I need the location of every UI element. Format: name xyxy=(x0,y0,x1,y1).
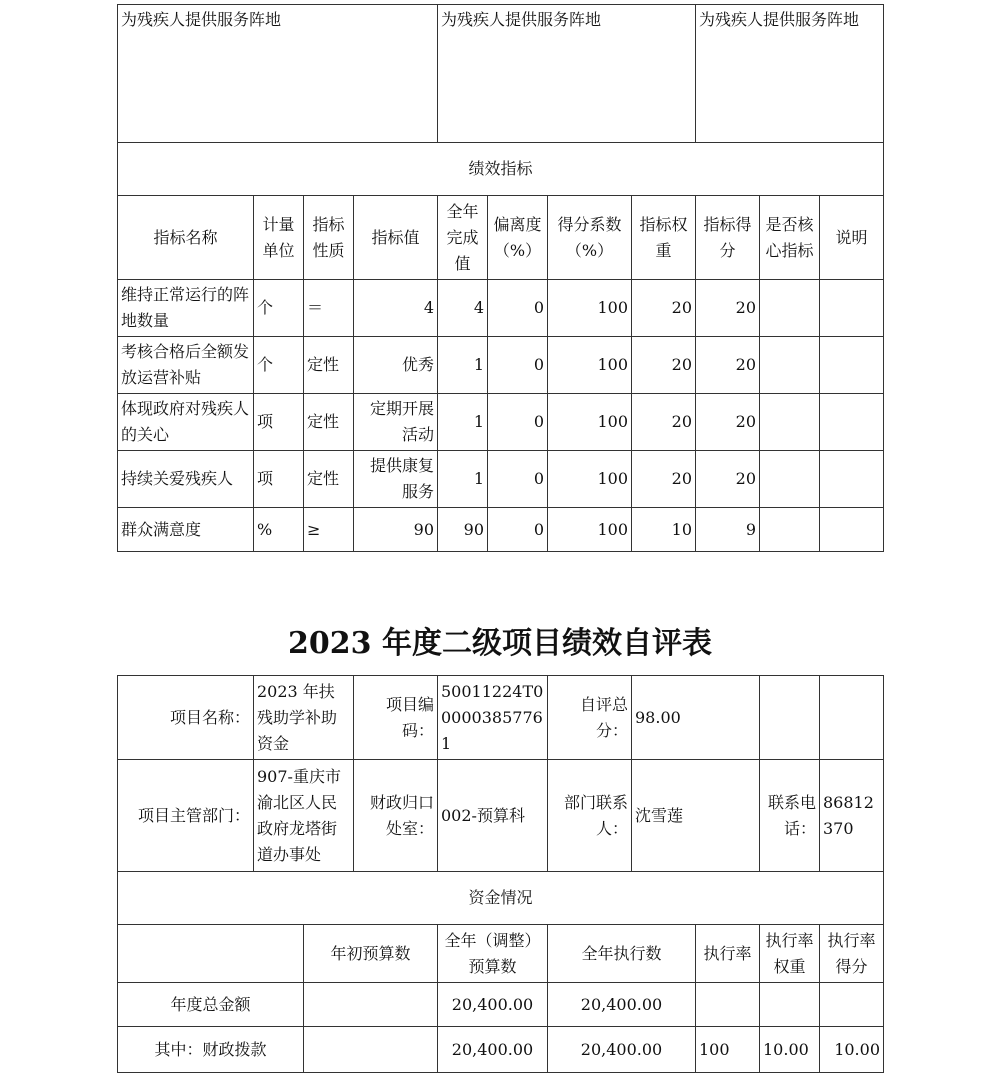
indicator-done: 1 xyxy=(438,337,488,394)
indicator-score: 20 xyxy=(696,451,760,508)
funds-rate-score xyxy=(820,983,884,1027)
table-row xyxy=(118,508,884,552)
dept-label: 项目主管部门： xyxy=(118,760,254,872)
indicator-score: 20 xyxy=(696,280,760,337)
column-header: 是否核心指标 xyxy=(760,196,820,280)
funds-column-header: 执行率得分 xyxy=(820,925,884,983)
column-header: 指标性质 xyxy=(304,196,354,280)
indicator-nature: 定性 xyxy=(304,451,354,508)
indicator-note xyxy=(820,508,884,552)
indicator-done: 90 xyxy=(438,508,488,552)
indicator-weight: 10 xyxy=(632,508,696,552)
empty-cell xyxy=(760,676,820,760)
funds-row-label: 其中：财政拨款 xyxy=(118,1027,304,1073)
funds-executed: 20,400.00 xyxy=(548,983,696,1027)
indicator-value: 4 xyxy=(354,280,438,337)
indicator-unit: 项 xyxy=(254,394,304,451)
service-cell: 为残疾人提供服务阵地 xyxy=(438,5,696,143)
table-row xyxy=(118,337,884,394)
indicator-weight: 20 xyxy=(632,451,696,508)
funds-executed: 20,400.00 xyxy=(548,1027,696,1073)
indicator-unit: 个 xyxy=(254,337,304,394)
indicator-note xyxy=(820,451,884,508)
page-title: 2023 年度二级项目绩效自评表 xyxy=(288,626,712,661)
indicator-score: 9 xyxy=(696,508,760,552)
project-name-label: 项目名称： xyxy=(118,676,254,760)
indicator-weight: 20 xyxy=(632,394,696,451)
service-row xyxy=(118,5,884,143)
phone-label: 联系电话： xyxy=(760,760,820,872)
column-header: 全年完成值 xyxy=(438,196,488,280)
funds-column-header: 年初预算数 xyxy=(304,925,438,983)
indicator-value: 优秀 xyxy=(354,337,438,394)
indicator-dev: 0 xyxy=(488,508,548,552)
indicator-value: 提供康复服务 xyxy=(354,451,438,508)
indicator-coef: 100 xyxy=(548,451,632,508)
column-header: 指标值 xyxy=(354,196,438,280)
funds-header: 资金情况 xyxy=(118,872,884,925)
column-header: 偏离度（%） xyxy=(488,196,548,280)
column-header: 指标权重 xyxy=(632,196,696,280)
funds-rate: 100 xyxy=(696,1027,760,1073)
indicator-name: 群众满意度 xyxy=(118,508,254,552)
dept-value: 907-重庆市渝北区人民政府龙塔街道办事处 xyxy=(254,760,354,872)
phone-value: 86812370 xyxy=(820,760,884,872)
funds-initial xyxy=(304,1027,438,1073)
finance-label: 财政归口处室： xyxy=(354,760,438,872)
self-score-value: 98.00 xyxy=(632,676,760,760)
indicator-done: 1 xyxy=(438,451,488,508)
service-cell: 为残疾人提供服务阵地 xyxy=(118,5,438,143)
indicator-core xyxy=(760,394,820,451)
indicator-nature: 定性 xyxy=(304,337,354,394)
funds-column-header: 全年执行数 xyxy=(548,925,696,983)
funds-column-row xyxy=(118,925,884,983)
funds-rate-score: 10.00 xyxy=(820,1027,884,1073)
table-row xyxy=(118,280,884,337)
table-row xyxy=(118,1027,884,1073)
indicator-note xyxy=(820,337,884,394)
funds-adjusted: 20,400.00 xyxy=(438,983,548,1027)
funds-row-label: 年度总金额 xyxy=(118,983,304,1027)
indicator-dev: 0 xyxy=(488,337,548,394)
funds-column-header: 执行率权重 xyxy=(760,925,820,983)
indicator-score: 20 xyxy=(696,337,760,394)
indicator-name: 体现政府对残疾人的关心 xyxy=(118,394,254,451)
column-header: 得分系数（%） xyxy=(548,196,632,280)
funds-rate-weight: 10.00 xyxy=(760,1027,820,1073)
indicator-unit: % xyxy=(254,508,304,552)
table-row xyxy=(118,983,884,1027)
funds-rate xyxy=(696,983,760,1027)
indicator-value: 定期开展活动 xyxy=(354,394,438,451)
indicator-core xyxy=(760,508,820,552)
project-code-label: 项目编码： xyxy=(354,676,438,760)
indicator-dev: 0 xyxy=(488,451,548,508)
indicator-nature: 定性 xyxy=(304,394,354,451)
indicator-value: 90 xyxy=(354,508,438,552)
column-header: 说明 xyxy=(820,196,884,280)
column-header: 指标名称 xyxy=(118,196,254,280)
indicator-unit: 项 xyxy=(254,451,304,508)
indicator-coef: 100 xyxy=(548,337,632,394)
funds-initial xyxy=(304,983,438,1027)
contact-value: 沈雪莲 xyxy=(632,760,760,872)
project-dept-row xyxy=(118,760,884,872)
indicator-weight: 20 xyxy=(632,337,696,394)
indicator-note xyxy=(820,394,884,451)
indicator-nature: ＝ xyxy=(304,280,354,337)
indicator-name: 持续关爱残疾人 xyxy=(118,451,254,508)
indicator-note xyxy=(820,280,884,337)
indicator-coef: 100 xyxy=(548,508,632,552)
funds-adjusted: 20,400.00 xyxy=(438,1027,548,1073)
table-row xyxy=(118,394,884,451)
funds-column-header: 全年（调整）预算数 xyxy=(438,925,548,983)
indicator-core xyxy=(760,337,820,394)
empty-cell xyxy=(118,925,304,983)
indicator-nature: ≥ xyxy=(304,508,354,552)
project-name-value: 2023 年扶残助学补助资金 xyxy=(254,676,354,760)
service-cell: 为残疾人提供服务阵地 xyxy=(696,5,884,143)
self-score-label: 自评总分： xyxy=(548,676,632,760)
indicator-coef: 100 xyxy=(548,280,632,337)
indicator-name: 考核合格后全额发放运营补贴 xyxy=(118,337,254,394)
empty-cell xyxy=(820,676,884,760)
contact-label: 部门联系人： xyxy=(548,760,632,872)
indicator-unit: 个 xyxy=(254,280,304,337)
indicator-core xyxy=(760,280,820,337)
indicator-core xyxy=(760,451,820,508)
indicator-dev: 0 xyxy=(488,280,548,337)
performance-indicator-table xyxy=(117,4,884,552)
column-header-row xyxy=(118,196,884,280)
indicator-done: 4 xyxy=(438,280,488,337)
project-name-row xyxy=(118,676,884,760)
perf-header: 绩效指标 xyxy=(118,143,884,196)
indicator-weight: 20 xyxy=(632,280,696,337)
project-self-evaluation-table xyxy=(117,675,884,1073)
indicator-name: 维持正常运行的阵地数量 xyxy=(118,280,254,337)
indicator-dev: 0 xyxy=(488,394,548,451)
finance-value: 002-预算科 xyxy=(438,760,548,872)
indicator-coef: 100 xyxy=(548,394,632,451)
project-code-value: 50011224T000003857761 xyxy=(438,676,548,760)
indicator-score: 20 xyxy=(696,394,760,451)
indicator-done: 1 xyxy=(438,394,488,451)
column-header: 指标得分 xyxy=(696,196,760,280)
column-header: 计量单位 xyxy=(254,196,304,280)
funds-rate-weight xyxy=(760,983,820,1027)
table-row xyxy=(118,451,884,508)
funds-column-header: 执行率 xyxy=(696,925,760,983)
